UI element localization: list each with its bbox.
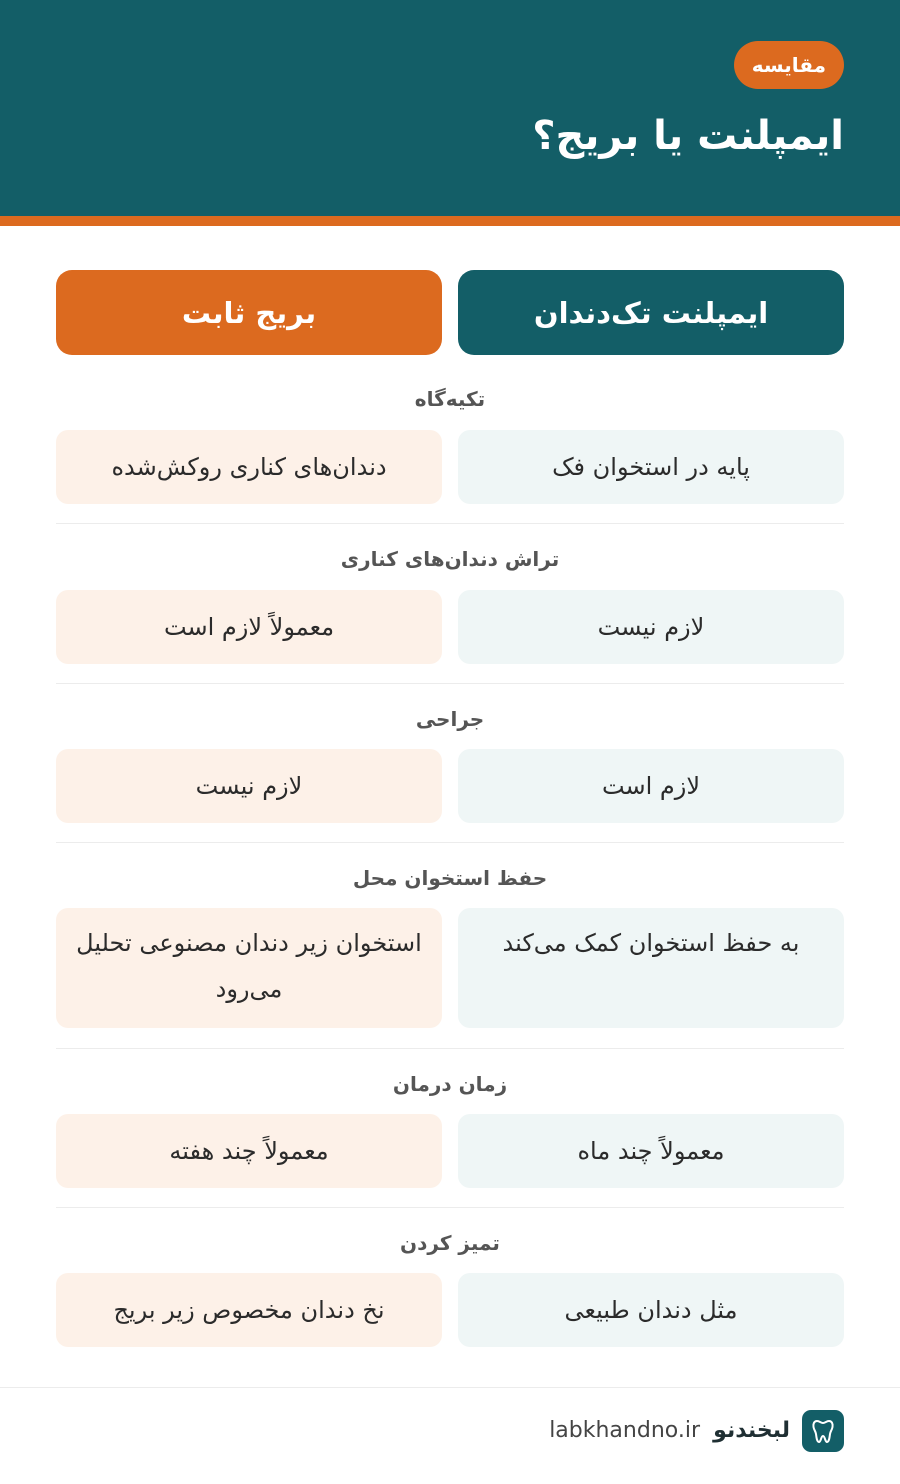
row-label-tooth-preparation: تراش دندان‌های کناری bbox=[340, 547, 560, 571]
row-divider bbox=[56, 1048, 844, 1049]
cell-bridge-treatment-time: معمولاً چند هفته bbox=[56, 1114, 442, 1188]
category-badge: مقایسه bbox=[734, 41, 844, 89]
cell-bridge-surgery: لازم نیست bbox=[56, 749, 442, 823]
header-accent-stripe bbox=[0, 216, 900, 226]
row-label-treatment-time: زمان درمان bbox=[392, 1072, 508, 1096]
cell-implant-surgery: لازم است bbox=[458, 749, 844, 823]
cell-bridge-cleaning: نخ دندان مخصوص زیر بریج bbox=[56, 1273, 442, 1347]
row-label-cleaning: تمیز کردن bbox=[400, 1231, 500, 1255]
column-header-implant: ایمپلنت تک‌دندان bbox=[458, 270, 844, 355]
footer-divider bbox=[0, 1387, 900, 1388]
cell-bridge-tooth-preparation: معمولاً لازم است bbox=[56, 590, 442, 664]
brand-url[interactable]: labkhandno.ir bbox=[549, 1418, 700, 1443]
column-header-bridge: بریج ثابت bbox=[56, 270, 442, 355]
tooth-icon bbox=[811, 1418, 835, 1444]
brand-logo bbox=[802, 1410, 844, 1452]
cell-implant-treatment-time: معمولاً چند ماه bbox=[458, 1114, 844, 1188]
page-title: ایمپلنت یا بریج؟ bbox=[532, 113, 844, 159]
cell-bridge-bone-preservation: استخوان زیر دندان مصنوعی تحلیل می‌رود bbox=[56, 908, 442, 1028]
header bbox=[0, 0, 900, 216]
row-label-bone-preservation: حفظ استخوان محل bbox=[352, 866, 548, 890]
cell-implant-cleaning: مثل دندان طبیعی bbox=[458, 1273, 844, 1347]
row-divider bbox=[56, 1207, 844, 1208]
cell-bridge-support: دندان‌های کناری روکش‌شده bbox=[56, 430, 442, 504]
cell-implant-bone-preservation: به حفظ استخوان کمک می‌کند bbox=[458, 908, 844, 1028]
cell-implant-tooth-preparation: لازم نیست bbox=[458, 590, 844, 664]
row-divider bbox=[56, 683, 844, 684]
row-label-surgery: جراحی bbox=[415, 707, 485, 731]
row-label-support: تکیه‌گاه bbox=[414, 387, 486, 411]
brand-name: لبخندنو bbox=[713, 1418, 790, 1443]
row-divider bbox=[56, 523, 844, 524]
row-divider bbox=[56, 842, 844, 843]
cell-implant-support: پایه در استخوان فک bbox=[458, 430, 844, 504]
